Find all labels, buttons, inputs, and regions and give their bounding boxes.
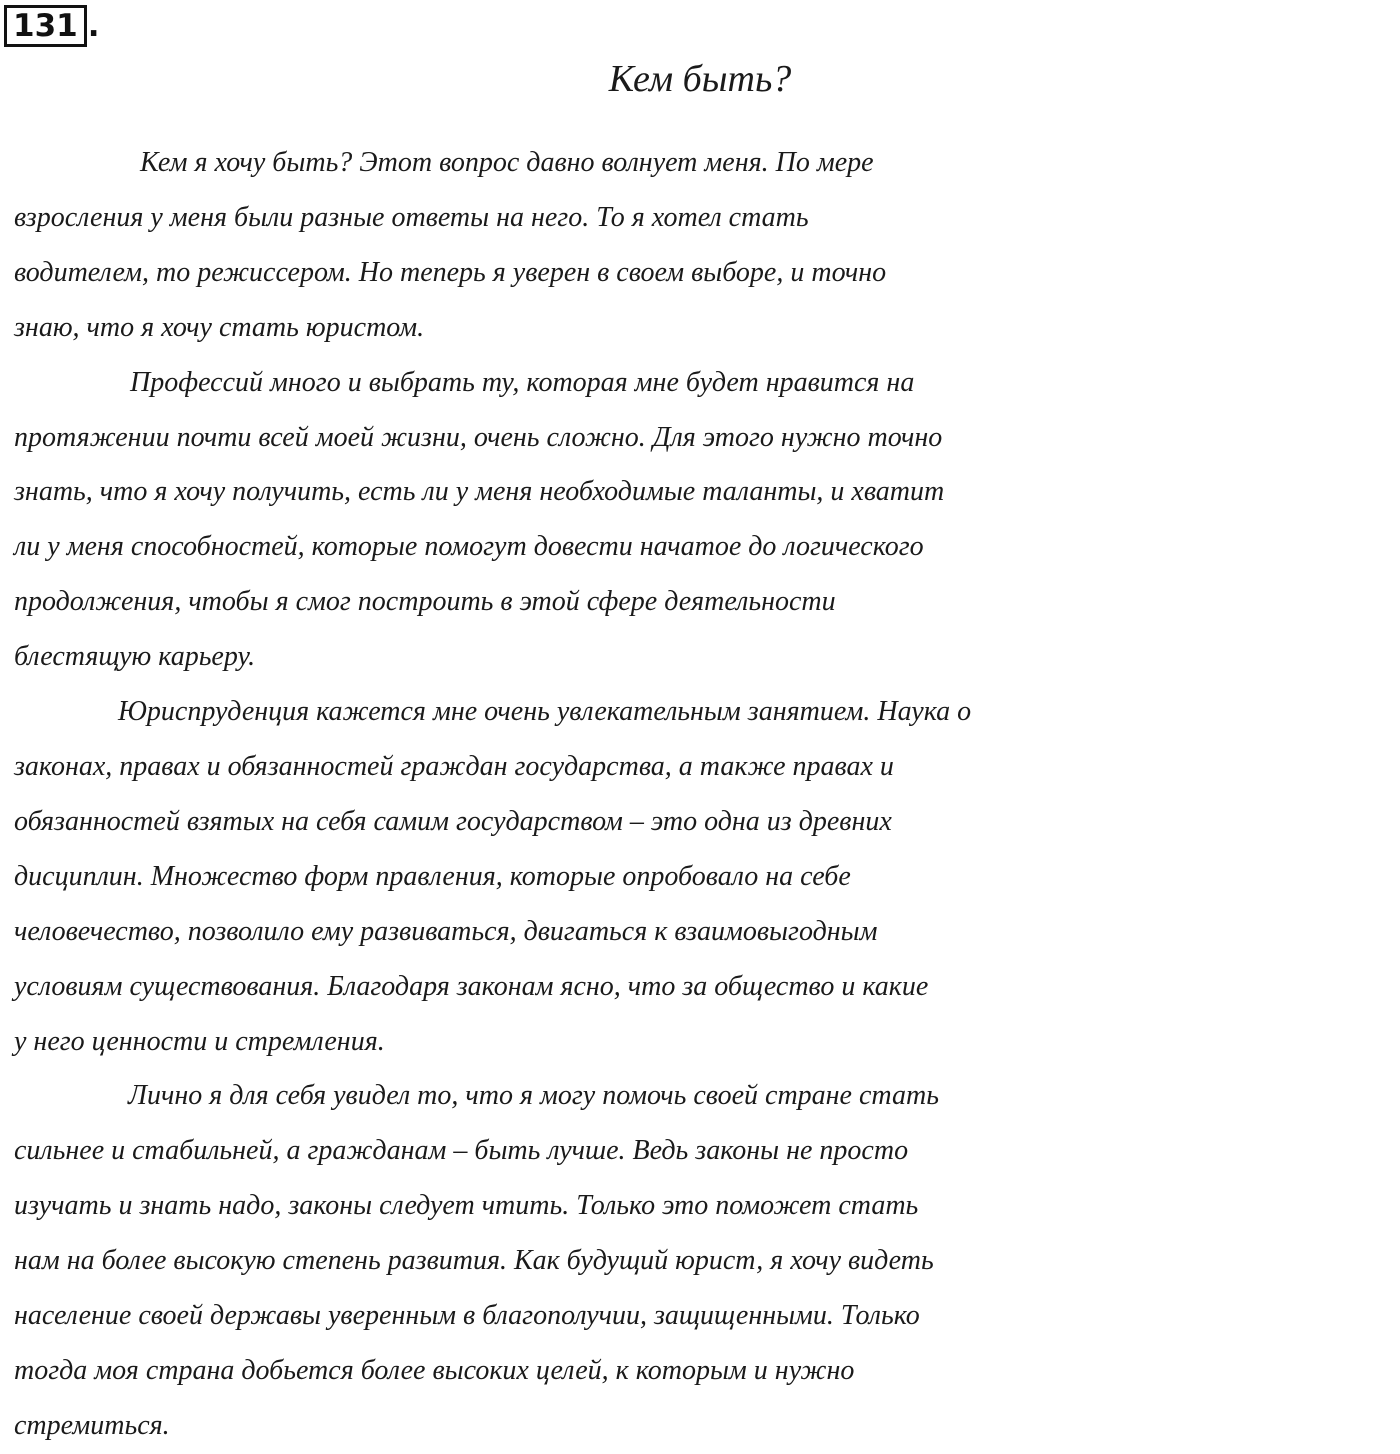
paragraph-1-line-1: Кем я хочу быть? Этот вопрос давно волнует меня. По мере	[140, 147, 874, 178]
paragraph-4-line-6: тогда моя страна добьется более высоких целей, к которым и нужно	[14, 1354, 855, 1386]
exercise-number-box: 131	[4, 5, 87, 47]
paragraph-1-line-2: взросления у меня были разные ответы на него. То я хотел стать	[14, 201, 809, 233]
essay-title: Кем быть?	[608, 58, 792, 100]
exercise-number	[4, 5, 100, 47]
paragraph-2-line-3: знать, что я хочу получить, есть ли у меня необходимые таланты, и хватит	[14, 476, 945, 508]
paragraph-3-line-1: Юриспруденция кажется мне очень увлекательным занятием. Наука о	[118, 696, 972, 728]
paragraph-3-line-7: у него ценности и стремления.	[14, 1025, 385, 1057]
paragraph-4-line-2: сильнее и стабильней, а гражданам – быть лучше. Ведь законы не просто	[14, 1135, 909, 1167]
paragraph-2-line-4: ли у меня способностей, которые помогут довести начатое до логического	[14, 531, 924, 563]
paragraph-4-line-4: нам на более высокую степень развития. Как будущий юрист, я хочу видеть	[14, 1245, 934, 1277]
paragraph-3-line-3: обязанностей взятых на себя самим государством – это одна из древних	[14, 805, 892, 837]
paragraph-3-line-6: условиям существования. Благодаря законам ясно, что за общество и какие	[14, 970, 929, 1002]
paragraph-4-line-1: Лично я для себя увидел то, что я могу помочь своей стране стать	[128, 1080, 939, 1112]
paragraph-1-line-3: водителем, то режиссером. Но теперь я уверен в своем выборе, и точно	[14, 256, 887, 288]
paragraph-2-line-5: продолжения, чтобы я смог построить в этой сфере деятельности	[14, 586, 836, 618]
paragraph-3-line-4: дисциплин. Множество форм правления, которые опробовало на себе	[14, 860, 851, 892]
paragraph-4-line-3: изучать и знать надо, законы следует чтить. Только это поможет стать	[14, 1190, 919, 1222]
paragraph-2-line-2: протяжении почти всей моей жизни, очень сложно. Для этого нужно точно	[14, 421, 943, 453]
paragraph-2-line-1: Профессий много и выбрать ту, которая мне будет нравится на	[130, 366, 915, 398]
paragraph-1-line-4: знаю, что я хочу стать юристом.	[14, 311, 425, 343]
paragraph-4-line-5: население своей державы уверенным в благополучии, защищенными. Только	[14, 1300, 920, 1332]
essay-body	[14, 136, 1400, 1454]
paragraph-3-line-5: человечество, позволило ему развиваться, двигаться к взаимовыгодным	[14, 915, 878, 947]
exercise-number-dot: .	[87, 8, 100, 44]
paragraph-3-line-2: законах, правах и обязанностей граждан государства, а также правах и	[14, 750, 894, 782]
paragraph-4-line-7: стремиться.	[14, 1409, 170, 1441]
paragraph-2-line-6: блестящую карьеру.	[14, 641, 256, 673]
